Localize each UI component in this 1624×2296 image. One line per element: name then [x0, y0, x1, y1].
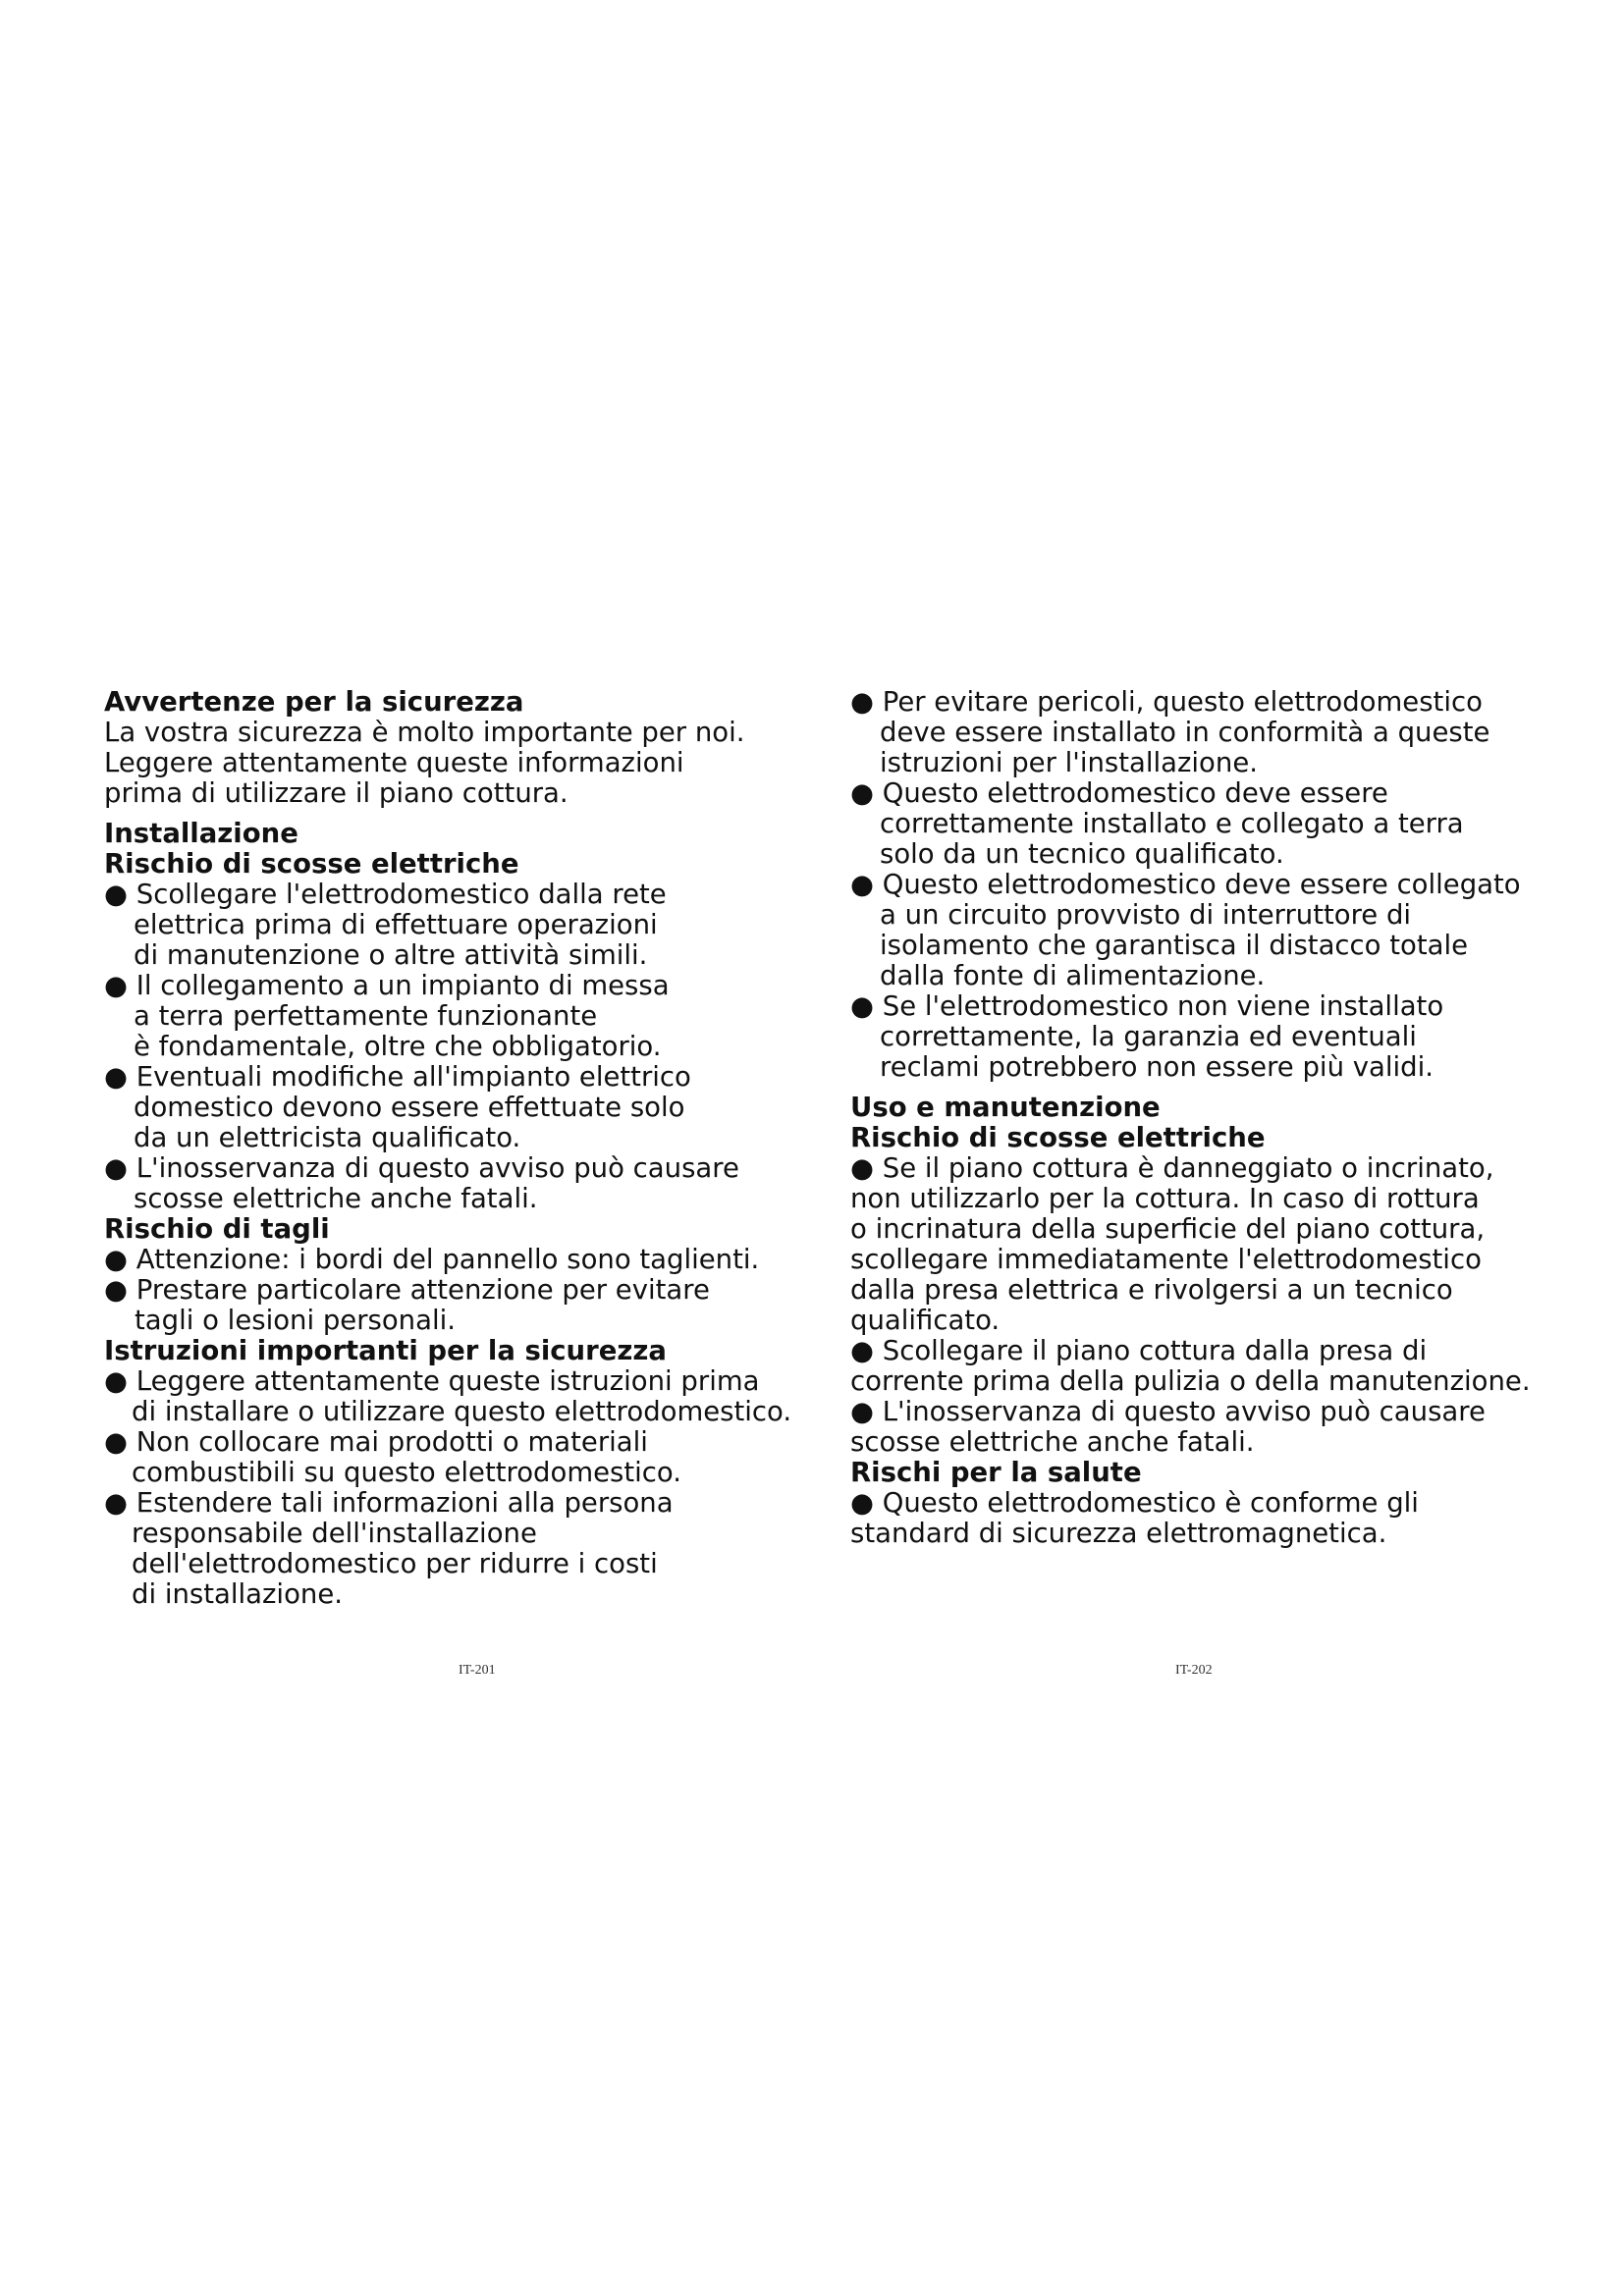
continuation-line: isolamento che garantisca il distacco totale [880, 930, 1469, 961]
cuts-heading: Rischio di tagli [104, 1213, 330, 1245]
bullet-line: ● Non collocare mai prodotti o materiali [104, 1426, 648, 1458]
health-risks-heading: Rischi per la salute [850, 1457, 1142, 1488]
bullet-line: ● Leggere attentamente queste istruzioni prima [104, 1365, 760, 1397]
electric-shock-heading: Rischio di scosse elettriche [104, 848, 519, 880]
continuation-line: elettrica prima di effettuare operazioni [134, 909, 658, 940]
intro-line: prima di utilizzare il piano cottura. [104, 777, 568, 809]
continuation-line: da un elettricista qualificato. [134, 1122, 521, 1153]
important-instructions-heading: Istruzioni importanti per la sicurezza [104, 1335, 667, 1366]
safety-warnings-title: Avvertenze per la sicurezza [104, 686, 524, 718]
intro-line: La vostra sicurezza è molto importante per noi. [104, 717, 745, 748]
bullet-line: ● Prestare particolare attenzione per evitare [104, 1274, 710, 1306]
bullet-line: ● L'inosservanza di questo avviso può causare [104, 1152, 739, 1184]
paragraph-line: o incrinatura della superficie del piano cottura, [850, 1213, 1486, 1245]
bullet-line: ● Il collegamento a un impianto di messa [104, 970, 670, 1001]
continuation-line: dalla fonte di alimentazione. [880, 960, 1266, 991]
bullet-line: ● Se l'elettrodomestico non viene installato [850, 990, 1444, 1022]
bullet-line: ● Questo elettrodomestico deve essere [850, 777, 1388, 809]
continuation-line: scosse elettriche anche fatali. [134, 1183, 538, 1214]
paragraph-line: corrente prima della pulizia o della manutenzione. [850, 1365, 1531, 1397]
electric-shock-heading: Rischio di scosse elettriche [850, 1122, 1266, 1153]
continuation-line: correttamente installato e collegato a terra [880, 808, 1464, 839]
continuation-line: reclami potrebbero non essere più validi. [880, 1051, 1434, 1083]
paragraph-line: qualificato. [850, 1305, 1001, 1336]
usage-maintenance-heading: Uso e manutenzione [850, 1092, 1161, 1123]
paragraph-line: scosse elettriche anche fatali. [850, 1426, 1255, 1458]
bullet-line: ● Attenzione: i bordi del pannello sono taglienti. [104, 1244, 760, 1275]
bullet-line: ● Se il piano cottura è danneggiato o incrinato, [850, 1152, 1494, 1184]
installation-heading: Installazione [104, 818, 298, 849]
bullet-line: ● L'inosservanza di questo avviso può causare [850, 1396, 1486, 1427]
bullet-line: ● Estendere tali informazioni alla persona [104, 1487, 674, 1519]
continuation-line: di installare o utilizzare questo elettrodomestico. [132, 1396, 792, 1427]
continuation-line: deve essere installato in conformità a queste [880, 717, 1490, 748]
bullet-line: ● Scollegare il piano cottura dalla presa di [850, 1335, 1428, 1366]
paragraph-line: standard di sicurezza elettromagnetica. [850, 1518, 1387, 1549]
continuation-line: a un circuito provvisto di interruttore di [880, 899, 1412, 931]
continuation-line: istruzioni per l'installazione. [880, 747, 1258, 778]
continuation-line: di installazione. [132, 1578, 343, 1610]
bullet-line: ● Eventuali modifiche all'impianto elettrico [104, 1061, 691, 1093]
left-page-column [104, 687, 791, 1610]
page-number-left: IT-201 [459, 1663, 496, 1678]
continuation-line: dell'elettrodomestico per ridurre i costi [132, 1548, 658, 1579]
intro-line: Leggere attentamente queste informazioni [104, 747, 684, 778]
continuation-line: responsabile dell'installazione [132, 1518, 537, 1549]
bullet-line: ● Questo elettrodomestico deve essere collegato [850, 869, 1521, 900]
page-number-right: IT-202 [1175, 1663, 1213, 1678]
continuation-line: è fondamentale, oltre che obbligatorio. [134, 1031, 662, 1062]
right-page-column [850, 687, 1538, 1549]
continuation-line: correttamente, la garanzia ed eventuali [880, 1021, 1417, 1052]
paragraph-line: non utilizzarlo per la cottura. In caso di rottura [850, 1183, 1480, 1214]
continuation-line: domestico devono essere effettuate solo [134, 1092, 685, 1123]
continuation-line: solo da un tecnico qualificato. [880, 838, 1284, 870]
continuation-line: tagli o lesioni personali. [135, 1305, 456, 1336]
continuation-line: combustibili su questo elettrodomestico. [132, 1457, 681, 1488]
bullet-line: ● Per evitare pericoli, questo elettrodomestico [850, 686, 1483, 718]
bullet-line: ● Scollegare l'elettrodomestico dalla rete [104, 879, 667, 910]
continuation-line: a terra perfettamente funzionante [134, 1000, 598, 1032]
paragraph-line: scollegare immediatamente l'elettrodomestico [850, 1244, 1482, 1275]
paragraph-line: dalla presa elettrica e rivolgersi a un tecnico [850, 1274, 1453, 1306]
continuation-line: di manutenzione o altre attività simili. [134, 939, 648, 971]
bullet-line: ● Questo elettrodomestico è conforme gli [850, 1487, 1419, 1519]
